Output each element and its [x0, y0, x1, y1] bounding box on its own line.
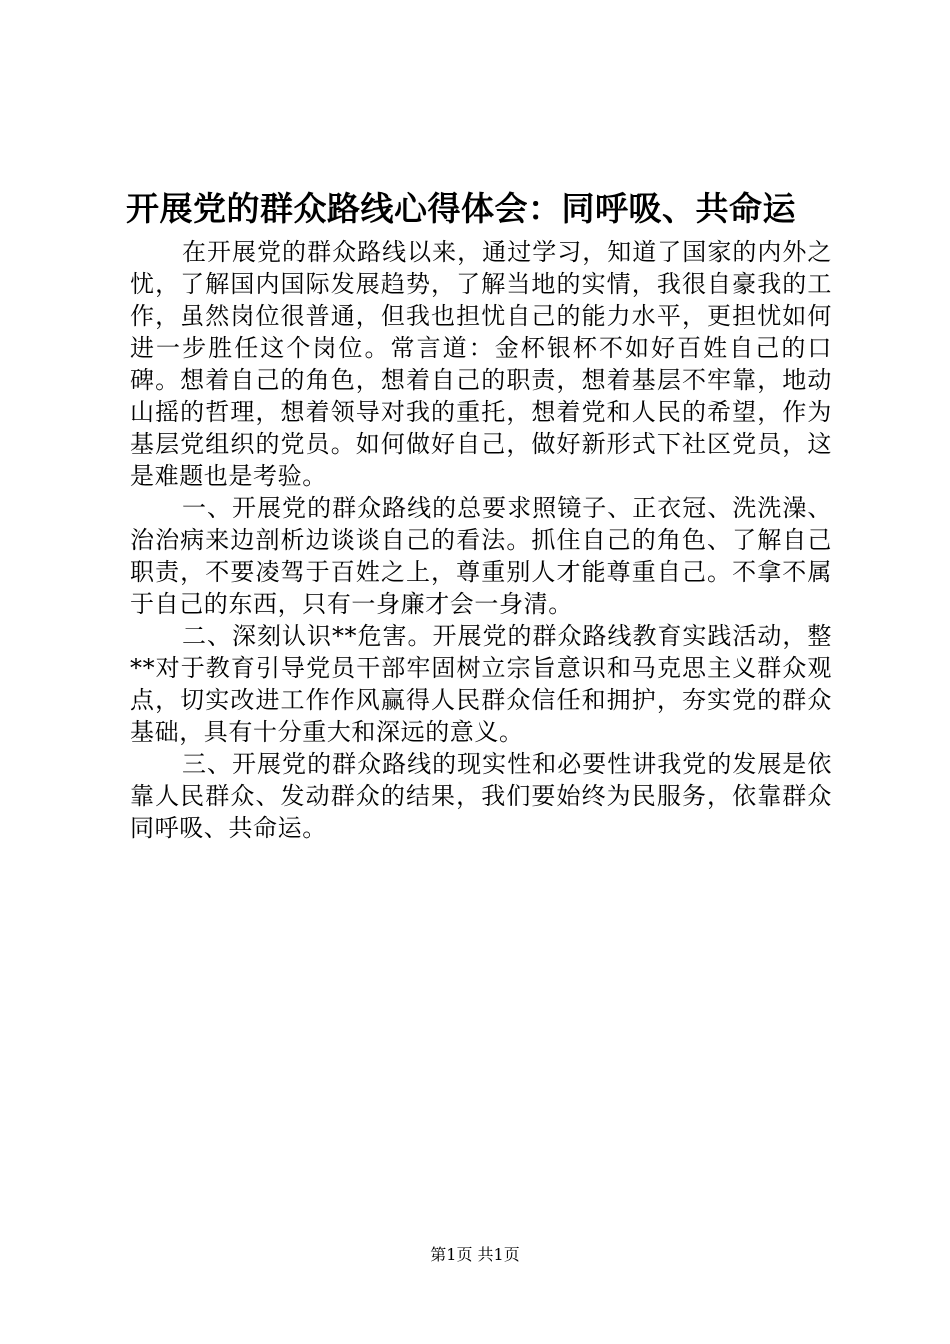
- document-title: 开展党的群众路线心得体会：同呼吸、共命运: [126, 189, 796, 228]
- page-number: 第1页: [430, 1245, 473, 1264]
- page-total: 共1页: [477, 1245, 520, 1264]
- page-footer: [0, 1243, 950, 1267]
- paragraph-point-2: 二、深刻认识**危害。开展党的群众路线教育实践活动，整**对于教育引导党员干部牢固树立宗旨意识和马克思主义群众观点，切实改进工作作风赢得人民群众信任和拥护，夯实党的群众基础，具有十分重大和深远的意义。: [130, 622, 832, 746]
- paragraph-point-1: 一、开展党的群众路线的总要求照镜子、正衣冠、洗洗澡、治治病来边剖析边谈谈自己的看法。抓住自己的角色、了解自己职责，不要凌驾于百姓之上，尊重别人才能尊重自己。不拿不属于自己的东西，只有一身廉才会一身清。: [130, 494, 832, 618]
- paragraph-intro: 在开展党的群众路线以来，通过学习，知道了国家的内外之忧，了解国内国际发展趋势，了解当地的实情，我很自豪我的工作，虽然岗位很普通，但我也担忧自己的能力水平，更担忧如何进一步胜任这个岗位。常言道：金杯银杯不如好百姓自己的口碑。想着自己的角色，想着自己的职责，想着基层不牢靠，地动山摇的哲理，想着领导对我的重托，想着党和人民的希望，作为基层党组织的党员。如何做好自己，做好新形式下社区党员，这是难题也是考验。: [130, 238, 832, 490]
- document-body: [130, 236, 832, 844]
- paragraph-point-3: 三、开展党的群众路线的现实性和必要性讲我党的发展是依靠人民群众、发动群众的结果，我们要始终为民服务，依靠群众同呼吸、共命运。: [130, 750, 832, 842]
